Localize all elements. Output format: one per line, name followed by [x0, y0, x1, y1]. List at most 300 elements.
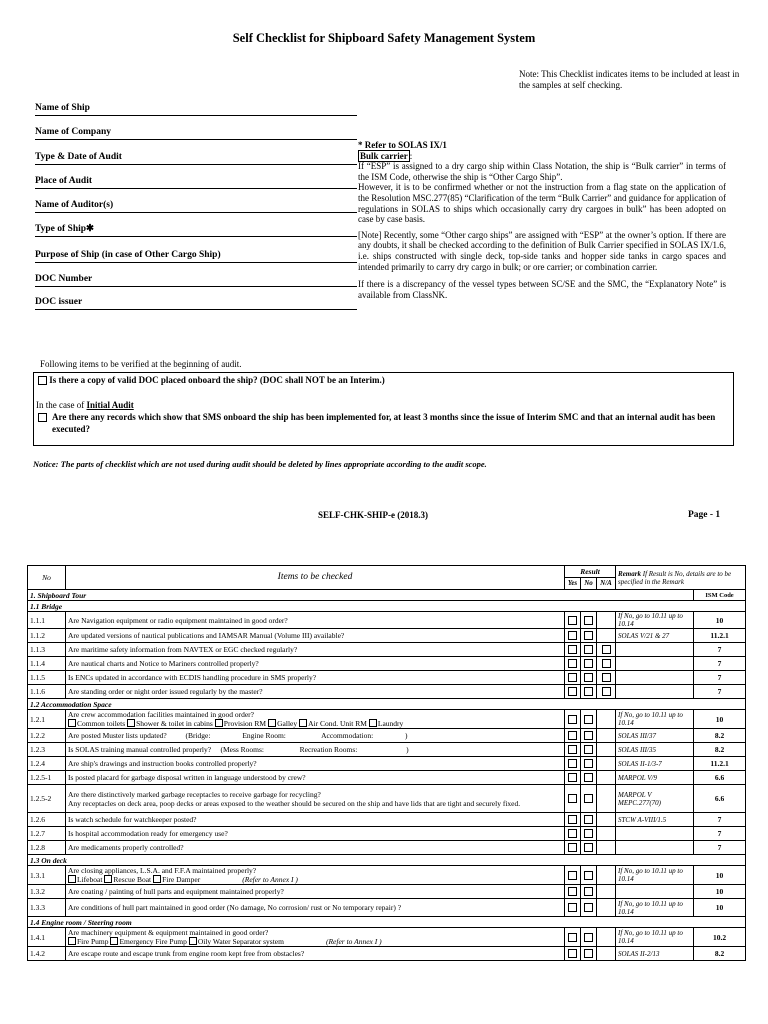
section-engine-room: [28, 917, 746, 928]
row-remark: SOLAS II-1/3-7: [616, 757, 694, 771]
result-na-cell: [597, 866, 616, 885]
result-yes-cell: [565, 671, 581, 685]
result-na-cell: [597, 841, 616, 855]
result-yes-checkbox[interactable]: [568, 715, 577, 724]
section-shipboard-tour-label: 1. Shipboard Tour: [28, 590, 694, 601]
row-item: [66, 757, 565, 771]
result-no-cell: [581, 643, 597, 657]
section-shipboard-tour: [28, 590, 746, 601]
field-doc-issuer[interactable]: DOC issuer: [35, 296, 357, 310]
result-no-checkbox[interactable]: [584, 933, 593, 942]
result-no-checkbox[interactable]: [584, 815, 593, 824]
table-row: [28, 643, 746, 657]
row-ism-code: 10: [694, 885, 746, 899]
row-item: [66, 612, 565, 629]
row-remark: If No, go to 10.11 up to 10.14: [616, 710, 694, 729]
field-doc-number[interactable]: DOC Number: [35, 273, 357, 287]
option-item[interactable]: [68, 875, 102, 884]
section-bridge-label: 1.1 Bridge: [28, 601, 746, 612]
row-item: [66, 841, 565, 855]
result-no-cell: [581, 947, 597, 961]
page-title: Self Checklist for Shipboard Safety Management System: [232, 31, 536, 45]
row-remark: MARPOL V/9: [616, 771, 694, 785]
option-label: Fire Damper: [162, 875, 201, 884]
row-number: 1.1.5: [28, 671, 66, 685]
option-checkbox[interactable]: [268, 719, 276, 727]
result-na-cell: [597, 657, 616, 671]
table-row: [28, 743, 746, 757]
row-number: 1.1.2: [28, 629, 66, 643]
doc-question: [38, 375, 385, 385]
option-label: Galley: [277, 719, 298, 728]
result-yes-checkbox[interactable]: [568, 687, 577, 696]
result-no-checkbox[interactable]: [584, 887, 593, 896]
row-item: [66, 657, 565, 671]
result-yes-cell: [565, 885, 581, 899]
row-item: [66, 827, 565, 841]
option-label: Fire Pump: [77, 937, 109, 946]
table-row: [28, 612, 746, 629]
result-yes-checkbox[interactable]: [568, 645, 577, 654]
row-item-text: Are Navigation equipment or radio equipment maintained in good order?: [68, 615, 288, 625]
row-item-text: Are escape route and escape trunk from engine room kept free from obstacles?: [68, 949, 305, 958]
page-number: Page - 1: [688, 510, 721, 520]
row-number: 1.1.3: [28, 643, 66, 657]
result-yes-checkbox[interactable]: [568, 843, 577, 852]
option-checkbox[interactable]: [68, 875, 76, 883]
result-yes-checkbox[interactable]: [568, 773, 577, 782]
result-yes-cell: [565, 729, 581, 743]
row-ism-code: 7: [694, 685, 746, 699]
row-item-text: Are updated versions of nautical publications and IAMSAR Manual (Volume III) available?: [68, 631, 345, 640]
row-number: 1.4.1: [28, 928, 66, 947]
row-remark: [616, 685, 694, 699]
table-row: [28, 928, 746, 947]
result-yes-checkbox[interactable]: [568, 949, 577, 958]
row-item-text: Are coating / painting of hull parts and equipment maintained properly?: [68, 887, 284, 896]
row-ism-code: 7: [694, 841, 746, 855]
row-item-text: Are maritime safety information from NAVTEX or EGC checked regularly?: [68, 645, 298, 654]
table-row: [28, 841, 746, 855]
row-remark: [616, 671, 694, 685]
section-engine-room-label: 1.4 Engine room / Steering room: [28, 917, 746, 928]
notice-text: Notice: The parts of checklist which are not used during audit should be deleted by lines appropriate according to the audit scope.: [33, 459, 487, 469]
section-bridge: [28, 601, 746, 612]
result-yes-cell: [565, 629, 581, 643]
result-yes-checkbox[interactable]: [568, 731, 577, 740]
row-item: [66, 743, 565, 757]
section-on-deck: [28, 855, 746, 866]
result-no-checkbox[interactable]: [584, 673, 593, 682]
result-yes-cell: [565, 643, 581, 657]
row-ism-code: 11.2.1: [694, 629, 746, 643]
bulk-carrier-label: Bulk carrier: [360, 150, 408, 161]
option-item[interactable]: [110, 937, 186, 946]
result-yes-checkbox[interactable]: [568, 871, 577, 880]
field-purpose-of-ship[interactable]: Purpose of Ship (in case of Other Cargo Ship): [35, 249, 357, 263]
row-number: 1.2.2: [28, 729, 66, 743]
result-yes-checkbox[interactable]: [568, 631, 577, 640]
result-no-checkbox[interactable]: [584, 949, 593, 958]
result-no-cell: [581, 657, 597, 671]
following-text: Following items to be verified at the beginning of audit.: [40, 359, 242, 369]
initial-audit-heading: [36, 400, 134, 410]
option-checkbox[interactable]: [68, 719, 76, 727]
option-checkbox[interactable]: [110, 937, 118, 945]
option-label: Lifeboat: [77, 875, 103, 884]
row-number: 1.1.6: [28, 685, 66, 699]
initial-audit-label: Initial Audit: [86, 400, 134, 410]
row-ism-code: 7: [694, 813, 746, 827]
result-yes-cell: [565, 899, 581, 917]
row-options: [68, 937, 562, 946]
result-na-checkbox[interactable]: [602, 673, 611, 682]
result-yes-checkbox[interactable]: [568, 659, 577, 668]
row-remark: [616, 657, 694, 671]
row-item-text: Are posted Muster lists updated? (Bridge: Engine Room: Accommodation: ): [68, 731, 408, 740]
result-yes-cell: [565, 866, 581, 885]
option-item[interactable]: [369, 719, 403, 728]
result-no-cell: [581, 785, 597, 813]
row-item: [66, 685, 565, 699]
result-no-cell: [581, 743, 597, 757]
result-yes-checkbox[interactable]: [568, 759, 577, 768]
result-no-cell: [581, 685, 597, 699]
row-ism-code: 10: [694, 612, 746, 629]
result-yes-cell: [565, 743, 581, 757]
row-ism-code: 8.2: [694, 729, 746, 743]
result-no-checkbox[interactable]: [584, 794, 593, 803]
table-row: [28, 629, 746, 643]
result-yes-cell: [565, 785, 581, 813]
result-no-checkbox[interactable]: [584, 659, 593, 668]
row-number: 1.3.3: [28, 899, 66, 917]
row-item: [66, 899, 565, 917]
result-no-cell: [581, 928, 597, 947]
row-item: [66, 866, 565, 885]
result-yes-checkbox[interactable]: [568, 616, 577, 625]
table-row: [28, 813, 746, 827]
option-label: Air Cond. Unit RM: [308, 719, 367, 728]
result-yes-cell: [565, 813, 581, 827]
row-remark: If No, go to 10.11 up to 10.14: [616, 866, 694, 885]
option-item[interactable]: [153, 875, 200, 884]
option-item[interactable]: [268, 719, 297, 728]
row-remark: [616, 885, 694, 899]
result-yes-cell: [565, 827, 581, 841]
option-label: Emergency Fire Pump: [119, 937, 187, 946]
sms-checkbox[interactable]: [38, 413, 47, 422]
header-yes: Yes: [565, 578, 581, 590]
result-no-checkbox[interactable]: [584, 903, 593, 912]
row-item-text: Is SOLAS training manual controlled properly? (Mess Rooms: Recreation Rooms: ): [68, 745, 409, 754]
initial-audit-box: [33, 372, 734, 446]
result-no-cell: [581, 612, 597, 629]
result-no-checkbox[interactable]: [584, 759, 593, 768]
option-label: Rescue Boat: [113, 875, 152, 884]
row-ism-code: 8.2: [694, 743, 746, 757]
header-result: Result: [565, 566, 616, 578]
row-item-text: Are medicaments properly controlled?: [68, 843, 184, 852]
table-row: [28, 657, 746, 671]
sms-question: [38, 411, 728, 435]
row-number: 1.2.4: [28, 757, 66, 771]
table-row: [28, 785, 746, 813]
result-na-checkbox[interactable]: [602, 687, 611, 696]
row-item-text: Are conditions of hull part maintained in good order (No damage, No corrosion/ rust or No temporary repair) ?: [68, 903, 402, 912]
result-yes-checkbox[interactable]: [568, 933, 577, 942]
row-remark: SOLAS III/35: [616, 743, 694, 757]
row-item: [66, 947, 565, 961]
row-ism-code: 10: [694, 866, 746, 885]
result-yes-checkbox[interactable]: [568, 673, 577, 682]
result-no-cell: [581, 885, 597, 899]
row-number: 1.2.6: [28, 813, 66, 827]
row-remark: SOLAS III/37: [616, 729, 694, 743]
result-na-cell: [597, 743, 616, 757]
section-accommodation: [28, 699, 746, 710]
row-number: 1.3.1: [28, 866, 66, 885]
doc-question-text: Is there a copy of valid DOC placed onboard the ship? (DOC shall NOT be an Interim.): [49, 375, 385, 385]
option-label: Laundry: [377, 719, 404, 728]
result-no-cell: [581, 757, 597, 771]
result-no-checkbox[interactable]: [584, 616, 593, 625]
option-checkbox[interactable]: [68, 937, 76, 945]
result-yes-checkbox[interactable]: [568, 815, 577, 824]
row-item-text: Is posted placard for garbage disposal written in language understood by crew?: [68, 773, 306, 782]
table-row: [28, 899, 746, 917]
result-na-cell: [597, 928, 616, 947]
field-type-of-ship[interactable]: Type of Ship✱: [35, 223, 357, 237]
result-no-checkbox[interactable]: [584, 715, 593, 724]
table-row: [28, 771, 746, 785]
section-accommodation-label: 1.2 Accommodation Space: [28, 699, 746, 710]
option-checkbox[interactable]: [369, 719, 377, 727]
header-na: N/A: [597, 578, 616, 590]
row-remark: If No, go to 10.11 up to 10.14: [616, 612, 694, 629]
field-place-of-audit[interactable]: Place of Audit: [35, 175, 357, 189]
result-yes-cell: [565, 928, 581, 947]
option-item[interactable]: [68, 719, 125, 728]
option-checkbox[interactable]: [189, 937, 197, 945]
row-remark: If No, go to 10.11 up to 10.14: [616, 928, 694, 947]
result-no-cell: [581, 899, 597, 917]
row-remark: [616, 841, 694, 855]
checklist-table: [27, 565, 746, 961]
option-item[interactable]: [189, 937, 284, 946]
result-na-checkbox[interactable]: [602, 659, 611, 668]
header-no-result: No: [581, 578, 597, 590]
row-item: [66, 928, 565, 947]
row-item-text: Are closing appliances, L.S.A. and F.F.A maintained properly?: [68, 866, 257, 875]
header-ism-code: ISM Code: [694, 590, 746, 601]
result-yes-cell: [565, 612, 581, 629]
option-checkbox[interactable]: [215, 719, 223, 727]
result-yes-cell: [565, 710, 581, 729]
result-yes-checkbox[interactable]: [568, 794, 577, 803]
result-na-cell: [597, 671, 616, 685]
result-yes-cell: [565, 841, 581, 855]
result-yes-checkbox[interactable]: [568, 829, 577, 838]
row-item: [66, 885, 565, 899]
result-no-checkbox[interactable]: [584, 645, 593, 654]
row-number: 1.2.8: [28, 841, 66, 855]
row-ism-code: 10: [694, 899, 746, 917]
row-ism-code: 8.2: [694, 947, 746, 961]
row-number: 1.3.2: [28, 885, 66, 899]
row-number: 1.4.2: [28, 947, 66, 961]
row-number: 1.2.3: [28, 743, 66, 757]
table-row: [28, 885, 746, 899]
result-na-cell: [597, 729, 616, 743]
form-code: SELF-CHK-SHIP-e (2018.3): [318, 510, 428, 520]
result-yes-cell: [565, 757, 581, 771]
initial-prefix: In the case of: [36, 400, 87, 410]
solas-heading: * Refer to SOLAS IX/1: [358, 140, 447, 150]
result-yes-checkbox[interactable]: [568, 887, 577, 896]
row-remark: MARPOL V MEPC.277(70): [616, 785, 694, 813]
doc-checkbox[interactable]: [38, 376, 47, 385]
row-item: [66, 813, 565, 827]
result-no-checkbox[interactable]: [584, 829, 593, 838]
result-na-cell: [597, 612, 616, 629]
table-row: [28, 729, 746, 743]
row-options: [68, 875, 562, 884]
row-remark: [616, 643, 694, 657]
bulk-carrier-colon: :: [409, 150, 413, 161]
result-no-checkbox[interactable]: [584, 687, 593, 696]
row-ism-code: 6.6: [694, 785, 746, 813]
table-row: [28, 827, 746, 841]
row-item: [66, 785, 565, 813]
row-item: [66, 771, 565, 785]
section-on-deck-label: 1.3 On deck: [28, 855, 746, 866]
result-no-checkbox[interactable]: [584, 745, 593, 754]
row-item: [66, 671, 565, 685]
result-no-cell: [581, 866, 597, 885]
table-row: [28, 710, 746, 729]
result-na-cell: [597, 813, 616, 827]
row-item: [66, 643, 565, 657]
option-item[interactable]: [299, 719, 367, 728]
result-na-cell: [597, 757, 616, 771]
row-remark: [616, 827, 694, 841]
option-label: Oily Water Separator system: [197, 937, 284, 946]
result-na-cell: [597, 947, 616, 961]
sms-question-text: Are there any records which show that SMS onboard the ship has been implemented for, at least 3 months since the issue of Interim SMC and that an internal audit has been executed?: [52, 412, 716, 434]
result-no-checkbox[interactable]: [584, 773, 593, 782]
header-remark: [616, 566, 746, 590]
result-no-cell: [581, 771, 597, 785]
header-remark-label: Remark: [618, 569, 641, 578]
result-no-cell: [581, 827, 597, 841]
option-checkbox[interactable]: [153, 875, 161, 883]
annex-reference: (Refer to Annex I ): [242, 875, 298, 884]
table-row: [28, 757, 746, 771]
result-na-cell: [597, 827, 616, 841]
row-item-text: Are standing order or night order issued regularly by the master?: [68, 687, 263, 696]
result-no-checkbox[interactable]: [584, 631, 593, 640]
row-number: 1.2.5-2: [28, 785, 66, 813]
option-item[interactable]: [104, 875, 151, 884]
table-row: [28, 947, 746, 961]
row-ism-code: 7: [694, 671, 746, 685]
row-item: [66, 729, 565, 743]
field-name-of-company[interactable]: Name of Company: [35, 126, 357, 140]
header-no: No: [28, 566, 66, 590]
option-item[interactable]: [215, 719, 266, 728]
row-item: [66, 710, 565, 729]
row-remark: SOLAS V/21 & 27: [616, 629, 694, 643]
solas-p1: If “ESP” is assigned to a dry cargo ship within Class Notation, the ship is “Bulk carrier” in terms of the ISM Code, otherwise the ship is “Other Cargo Ship”.: [358, 161, 726, 182]
row-ism-code: 6.6: [694, 771, 746, 785]
checklist-note: Note: This Checklist indicates items to be included at least in the samples at self checking.: [519, 69, 740, 90]
result-na-cell: [597, 685, 616, 699]
result-no-checkbox[interactable]: [584, 871, 593, 880]
result-na-cell: [597, 771, 616, 785]
result-yes-cell: [565, 771, 581, 785]
result-na-cell: [597, 785, 616, 813]
row-options: [68, 719, 562, 728]
option-label: Shower & toilet in cabins: [136, 719, 213, 728]
field-name-of-ship[interactable]: Name of Ship: [35, 102, 357, 116]
row-number: 1.2.5-1: [28, 771, 66, 785]
option-checkbox[interactable]: [104, 875, 112, 883]
result-no-cell: [581, 841, 597, 855]
result-yes-checkbox[interactable]: [568, 745, 577, 754]
field-name-of-auditors[interactable]: Name of Auditor(s): [35, 199, 357, 213]
table-row: [28, 671, 746, 685]
field-type-date-of-audit[interactable]: Type & Date of Audit: [35, 151, 357, 165]
option-item[interactable]: [68, 937, 108, 946]
result-yes-cell: [565, 657, 581, 671]
row-ism-code: 7: [694, 643, 746, 657]
result-no-cell: [581, 813, 597, 827]
solas-p2: However, it is to be confirmed whether or not the instruction from a flag state on the application of the Resolution MSC.277(85) “Clarification of the term “Bulk Carrier” and guidance for application of regulations in SOLAS to ships which occasionally carry dry cargoes in bulk” has been adopted on case by case basis.: [358, 182, 726, 225]
row-remark: STCW A-VIII/1.5: [616, 813, 694, 827]
result-no-checkbox[interactable]: [584, 731, 593, 740]
result-no-cell: [581, 710, 597, 729]
row-ism-code: 7: [694, 827, 746, 841]
row-item-text: Is watch schedule for watchkeeper posted?: [68, 815, 197, 824]
row-item-text: Are machinery equipment & equipment maintained in good order?: [68, 928, 269, 937]
row-item-text: Are crew accommodation facilities maintained in good order?: [68, 710, 254, 719]
row-number: 1.1.4: [28, 657, 66, 671]
solas-reference: [358, 140, 726, 300]
row-ism-code: 7: [694, 657, 746, 671]
result-yes-cell: [565, 685, 581, 699]
row-ism-code: 10.2: [694, 928, 746, 947]
option-label: Common toilets: [77, 719, 126, 728]
result-na-cell: [597, 885, 616, 899]
header-remark-text: If Result is No, details are to be specified in the Remark: [618, 569, 732, 586]
annex-reference: (Refer to Annex I ): [325, 937, 382, 946]
row-item-text: Is ENCs updated in accordance with ECDIS handling procedure in SMS properly?: [68, 673, 317, 682]
option-item[interactable]: [127, 719, 213, 728]
table-row: [28, 866, 746, 885]
result-no-cell: [581, 671, 597, 685]
row-number: 1.2.1: [28, 710, 66, 729]
result-no-checkbox[interactable]: [584, 843, 593, 852]
option-checkbox[interactable]: [127, 719, 135, 727]
result-na-cell: [597, 629, 616, 643]
option-checkbox[interactable]: [299, 719, 307, 727]
row-number: 1.2.7: [28, 827, 66, 841]
result-na-cell: [597, 710, 616, 729]
result-na-checkbox[interactable]: [602, 645, 611, 654]
option-label: Provision RM: [223, 719, 267, 728]
result-yes-checkbox[interactable]: [568, 903, 577, 912]
